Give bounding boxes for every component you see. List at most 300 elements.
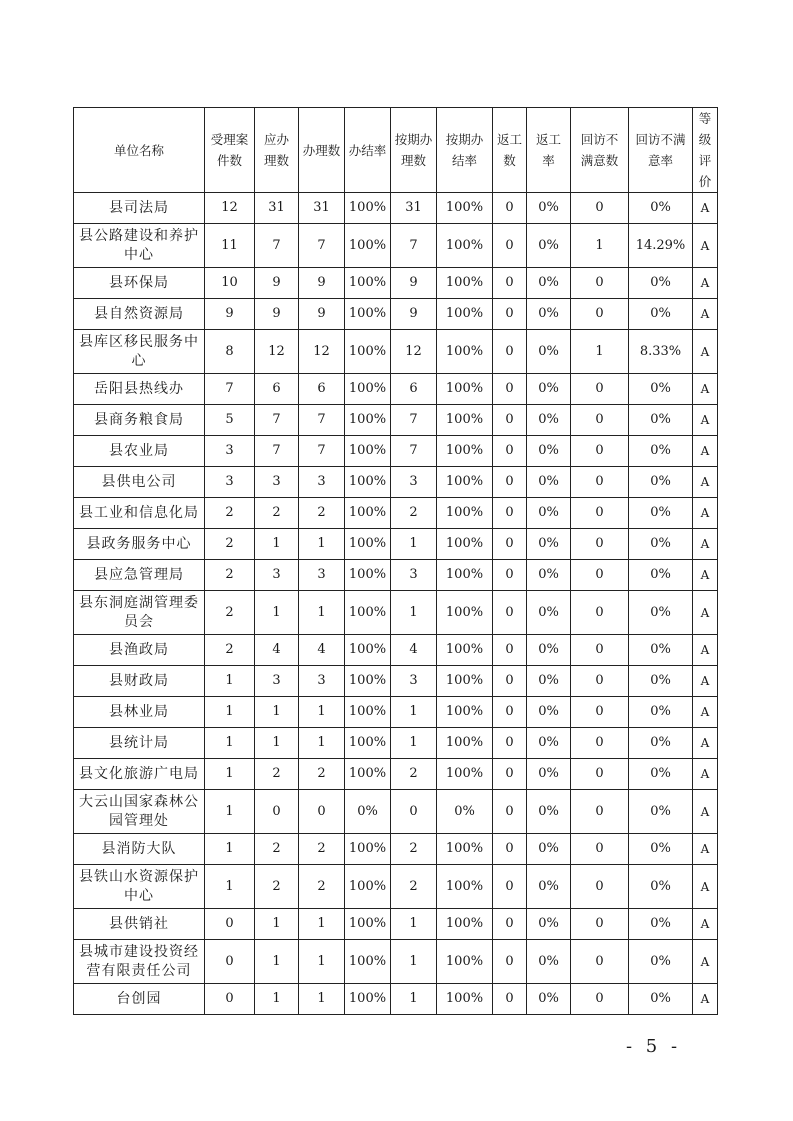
table-cell: 1 [299,697,345,728]
header-should-handle: 应办理数 [255,108,299,193]
table-row [74,224,718,268]
table-cell: 1 [205,728,255,759]
table-cell: 0% [437,790,493,834]
table-cell: A [693,299,718,330]
table-cell: 1 [571,330,629,374]
table-cell: 0 [205,909,255,940]
table-cell: 0 [493,591,527,635]
table-cell: A [693,560,718,591]
table-cell: 0% [629,666,693,697]
unit-name-cell: 县公路建设和养护中心 [74,224,205,268]
header-ontime-handled: 按期办理数 [391,108,437,193]
table-cell: 100% [345,865,391,909]
unit-name-cell: 县自然资源局 [74,299,205,330]
table-cell: 100% [345,759,391,790]
table-row [74,909,718,940]
table-row [74,268,718,299]
table-cell: 0 [255,790,299,834]
table-cell: 100% [345,940,391,984]
table-cell: 0 [571,790,629,834]
table-row [74,728,718,759]
unit-name-cell: 县供电公司 [74,467,205,498]
table-cell: 1 [205,865,255,909]
header-accepted-cases: 受理案件数 [205,108,255,193]
table-row [74,467,718,498]
table-cell: 3 [299,560,345,591]
table-cell: 0% [629,635,693,666]
header-rework-count: 返工数 [493,108,527,193]
table-cell: 0 [493,759,527,790]
table-row [74,405,718,436]
table-cell: 0% [527,759,571,790]
table-cell: 2 [391,498,437,529]
table-cell: A [693,834,718,865]
table-cell: A [693,193,718,224]
table-cell: 1 [255,697,299,728]
table-cell: 100% [345,834,391,865]
table-cell: 1 [299,591,345,635]
unit-name-cell: 县工业和信息化局 [74,498,205,529]
table-cell: 8 [205,330,255,374]
table-cell: 2 [205,529,255,560]
table-cell: 1 [571,224,629,268]
table-cell: 0% [629,193,693,224]
table-cell: 100% [345,697,391,728]
unit-name-cell: 县铁山水资源保护中心 [74,865,205,909]
table-cell: A [693,759,718,790]
table-row [74,374,718,405]
table-cell: 9 [391,299,437,330]
table-row [74,591,718,635]
unit-name-cell: 县林业局 [74,697,205,728]
table-cell: 100% [345,728,391,759]
table-cell: 0 [493,697,527,728]
table-cell: 7 [255,436,299,467]
table-cell: 0% [629,984,693,1015]
table-cell: 9 [299,268,345,299]
table-cell: 2 [391,865,437,909]
table-cell: 0% [527,374,571,405]
table-cell: 100% [437,224,493,268]
unit-name-cell: 县商务粮食局 [74,405,205,436]
unit-name-cell: 县司法局 [74,193,205,224]
table-cell: 7 [299,436,345,467]
table-cell: 9 [255,268,299,299]
table-cell: 0 [493,299,527,330]
table-cell: 0% [629,865,693,909]
table-cell: 0 [493,436,527,467]
table-cell: 2 [299,865,345,909]
table-cell: 0% [527,697,571,728]
table-cell: 100% [437,374,493,405]
table-cell: 100% [437,865,493,909]
table-cell: 2 [205,635,255,666]
table-cell: 100% [345,498,391,529]
table-cell: 100% [345,299,391,330]
unit-name-cell: 县文化旅游广电局 [74,759,205,790]
table-row [74,330,718,374]
table-row [74,984,718,1015]
unit-name-cell: 县渔政局 [74,635,205,666]
table-cell: 1 [205,666,255,697]
table-cell: 3 [299,666,345,697]
table-cell: 7 [299,405,345,436]
table-cell: 8.33% [629,330,693,374]
table-cell: 0% [629,697,693,728]
table-row [74,865,718,909]
table-cell: 9 [255,299,299,330]
table-cell: 0 [493,790,527,834]
table-cell: 0% [527,834,571,865]
table-cell: A [693,666,718,697]
table-cell: 3 [299,467,345,498]
table-cell: 1 [205,759,255,790]
table-cell: A [693,940,718,984]
table-cell: 100% [437,728,493,759]
table-cell: 11 [205,224,255,268]
table-cell: 1 [299,529,345,560]
table-cell: 0% [527,940,571,984]
table-cell: 0% [527,635,571,666]
table-cell: 0 [571,666,629,697]
table-row [74,759,718,790]
table-cell: 0% [527,529,571,560]
table-cell: A [693,591,718,635]
table-cell: 2 [299,834,345,865]
table-cell: 2 [205,560,255,591]
table-cell: 4 [255,635,299,666]
table-row [74,790,718,834]
table-cell: 0% [527,984,571,1015]
unit-name-cell: 县库区移民服务中心 [74,330,205,374]
table-cell: 3 [391,467,437,498]
table-cell: 0 [571,193,629,224]
table-cell: 0 [493,865,527,909]
table-cell: 9 [205,299,255,330]
table-cell: 100% [437,940,493,984]
unit-name-cell: 县统计局 [74,728,205,759]
table-cell: 0% [527,728,571,759]
table-row [74,635,718,666]
table-cell: 31 [255,193,299,224]
table-cell: 1 [391,984,437,1015]
table-cell: 0% [527,330,571,374]
header-rework-rate: 返工率 [527,108,571,193]
table-row [74,697,718,728]
table-cell: 100% [345,193,391,224]
table-cell: 0% [527,790,571,834]
table-cell: 0 [571,436,629,467]
table-cell: 1 [205,790,255,834]
header-dissatisfied-count: 回访不满意数 [571,108,629,193]
table-cell: A [693,984,718,1015]
table-cell: 0 [571,498,629,529]
table-cell: 7 [205,374,255,405]
table-row [74,560,718,591]
table-cell: 100% [437,666,493,697]
table-cell: A [693,405,718,436]
table-cell: 0% [629,405,693,436]
unit-name-cell: 台创园 [74,984,205,1015]
table-cell: 0 [493,224,527,268]
table-cell: 1 [255,728,299,759]
table-cell: 0% [527,591,571,635]
table-cell: A [693,374,718,405]
table-cell: 0% [629,834,693,865]
table-cell: 0 [571,591,629,635]
table-cell: 1 [391,940,437,984]
table-cell: 9 [391,268,437,299]
table-cell: 0% [629,436,693,467]
table-cell: 1 [255,909,299,940]
table-cell: 10 [205,268,255,299]
table-cell: 0 [493,728,527,759]
table-row [74,834,718,865]
table-cell: A [693,529,718,560]
table-cell: 3 [391,666,437,697]
table-cell: 2 [255,865,299,909]
table-cell: 100% [345,909,391,940]
table-cell: 100% [345,635,391,666]
table-cell: 5 [205,405,255,436]
table-cell: 0 [571,697,629,728]
table-cell: 4 [299,635,345,666]
table-cell: 12 [299,330,345,374]
table-cell: 2 [391,759,437,790]
table-cell: 0% [527,498,571,529]
table-cell: 1 [391,728,437,759]
table-cell: 1 [255,591,299,635]
header-ontime-rate: 按期办结率 [437,108,493,193]
table-cell: 0% [629,299,693,330]
table-cell: 0 [571,268,629,299]
table-cell: 100% [437,759,493,790]
table-cell: 0 [571,909,629,940]
table-cell: 1 [299,909,345,940]
table-cell: 100% [437,436,493,467]
table-cell: A [693,268,718,299]
table-cell: 0% [629,940,693,984]
table-cell: A [693,498,718,529]
unit-name-cell: 县环保局 [74,268,205,299]
table-cell: 1 [299,984,345,1015]
table-cell: 100% [345,467,391,498]
table-cell: 0 [493,498,527,529]
table-cell: 1 [255,940,299,984]
table-cell: 6 [299,374,345,405]
table-cell: 100% [345,268,391,299]
header-completion-rate: 办结率 [345,108,391,193]
table-cell: 0 [571,299,629,330]
table-cell: 1 [255,984,299,1015]
unit-name-cell: 县消防大队 [74,834,205,865]
table-row [74,299,718,330]
table-cell: 100% [345,591,391,635]
table-cell: 0% [629,728,693,759]
header-dissatisfied-rate: 回访不满意率 [629,108,693,193]
unit-name-cell: 县城市建设投资经营有限责任公司 [74,940,205,984]
table-cell: 1 [205,697,255,728]
table-cell: 1 [255,529,299,560]
table-cell: 100% [437,268,493,299]
table-cell: 0% [527,405,571,436]
table-cell: 0 [205,940,255,984]
table-cell: 0 [493,529,527,560]
table-cell: 100% [345,529,391,560]
table-cell: 0% [629,529,693,560]
table-cell: 100% [437,591,493,635]
table-cell: 1 [205,834,255,865]
table-cell: 0 [493,940,527,984]
table-cell: 0 [571,940,629,984]
table-cell: 100% [437,299,493,330]
table-cell: 1 [391,529,437,560]
table-cell: 0 [391,790,437,834]
unit-name-cell: 岳阳县热线办 [74,374,205,405]
header-grade: 等级评价 [693,108,718,193]
table-cell: 0 [493,909,527,940]
table-row [74,666,718,697]
table-cell: 100% [437,529,493,560]
table-cell: 4 [391,635,437,666]
table-cell: 0 [493,666,527,697]
table-cell: 0% [527,865,571,909]
table-cell: 0% [527,666,571,697]
table-cell: 0 [571,834,629,865]
table-cell: 0 [493,405,527,436]
table-cell: 0% [629,759,693,790]
table-cell: 0 [493,268,527,299]
table-cell: 0 [205,984,255,1015]
table-cell: 0% [629,560,693,591]
table-cell: A [693,436,718,467]
table-cell: 1 [299,940,345,984]
table-cell: A [693,467,718,498]
unit-name-cell: 县政务服务中心 [74,529,205,560]
table-cell: 0% [527,436,571,467]
table-cell: 0% [629,467,693,498]
table-row [74,436,718,467]
table-cell: 100% [345,405,391,436]
table-cell: 0% [629,374,693,405]
table-cell: 0% [629,498,693,529]
table-cell: 0 [299,790,345,834]
table-cell: 3 [205,436,255,467]
table-cell: 0 [571,405,629,436]
table-cell: 1 [391,697,437,728]
table-cell: 0 [493,467,527,498]
table-cell: 0% [629,909,693,940]
table-cell: 100% [437,467,493,498]
table-cell: 3 [205,467,255,498]
table-cell: 100% [437,697,493,728]
table-cell: 2 [299,498,345,529]
table-cell: 2 [391,834,437,865]
table-cell: 12 [205,193,255,224]
table-cell: 3 [255,666,299,697]
table-cell: 0 [493,834,527,865]
table-cell: A [693,728,718,759]
table-cell: A [693,635,718,666]
table-cell: 100% [345,224,391,268]
table-cell: 7 [255,224,299,268]
table-cell: 7 [391,405,437,436]
table-cell: 0% [527,909,571,940]
table-header-row [74,108,718,193]
table-cell: 100% [345,666,391,697]
table-cell: A [693,790,718,834]
table-cell: 100% [437,909,493,940]
table-cell: 0% [527,224,571,268]
table-body [74,193,718,1015]
table-cell: 12 [255,330,299,374]
table-cell: 7 [299,224,345,268]
table-cell: 2 [205,498,255,529]
table-cell: 100% [437,193,493,224]
table-cell: 31 [299,193,345,224]
table-cell: 2 [299,759,345,790]
table-cell: 100% [345,436,391,467]
table-row [74,529,718,560]
table-cell: 0 [493,193,527,224]
table-cell: 3 [391,560,437,591]
table-cell: 7 [391,224,437,268]
header-handled: 办理数 [299,108,345,193]
table-cell: 0 [493,374,527,405]
table-cell: 0% [527,560,571,591]
table-cell: 100% [437,498,493,529]
table-row [74,498,718,529]
table-cell: 0% [527,193,571,224]
table-cell: 0 [493,560,527,591]
unit-name-cell: 县农业局 [74,436,205,467]
unit-name-cell: 县财政局 [74,666,205,697]
table-cell: 100% [437,560,493,591]
table-cell: 100% [437,984,493,1015]
table-cell: 0 [493,984,527,1015]
table-cell: 0 [493,635,527,666]
table-cell: 0% [527,299,571,330]
performance-table [73,107,718,1015]
table-cell: 0 [571,759,629,790]
table-cell: 0% [629,591,693,635]
table-cell: 1 [391,909,437,940]
table-cell: 0% [629,268,693,299]
unit-name-cell: 县东洞庭湖管理委员会 [74,591,205,635]
table-cell: A [693,697,718,728]
table-cell: 100% [345,984,391,1015]
table-cell: 6 [255,374,299,405]
table-cell: A [693,865,718,909]
table-cell: 100% [437,635,493,666]
table-cell: 0 [571,374,629,405]
table-cell: 7 [255,405,299,436]
table-cell: 31 [391,193,437,224]
table-cell: 2 [255,834,299,865]
unit-name-cell: 县供销社 [74,909,205,940]
table-cell: 3 [255,467,299,498]
header-unit-name: 单位名称 [74,108,205,193]
table-cell: 0 [571,984,629,1015]
table-cell: 100% [345,560,391,591]
table-cell: A [693,224,718,268]
table-cell: 0% [629,790,693,834]
table-cell: 12 [391,330,437,374]
table-cell: 6 [391,374,437,405]
table-cell: 0 [571,560,629,591]
table-cell: 0 [571,529,629,560]
table-cell: 100% [437,834,493,865]
